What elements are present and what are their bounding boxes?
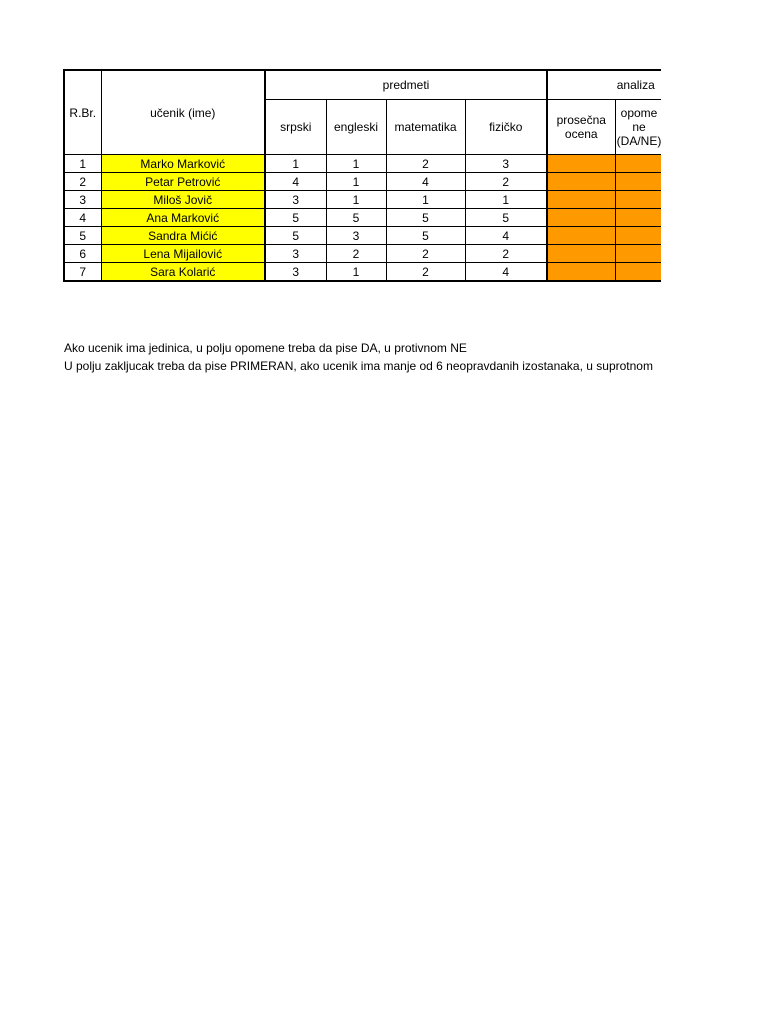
grade-cell[interactable]: 4 — [265, 173, 326, 191]
row-number-cell[interactable]: 1 — [64, 155, 101, 173]
prosecna-ocena-cell[interactable] — [547, 191, 615, 209]
grade-cell[interactable]: 1 — [326, 263, 386, 282]
student-name-cell[interactable]: Miloš Jovič — [101, 191, 265, 209]
prosecna-ocena-header[interactable]: prosečna ocena — [547, 100, 615, 155]
grade-cell[interactable]: 4 — [465, 227, 547, 245]
prosecna-ocena-cell[interactable] — [547, 263, 615, 282]
prosecna-ocena-cell[interactable] — [547, 245, 615, 263]
grade-cell[interactable]: 5 — [465, 209, 547, 227]
header-row-1 — [64, 70, 661, 100]
grade-cell[interactable]: 4 — [386, 173, 465, 191]
grade-cell[interactable]: 5 — [265, 227, 326, 245]
table-row — [64, 191, 661, 209]
subject-header-matematika[interactable]: matematika — [386, 100, 465, 155]
student-name-cell[interactable]: Sandra Mićić — [101, 227, 265, 245]
grade-cell[interactable]: 2 — [465, 245, 547, 263]
prosecna-ocena-cell[interactable] — [547, 209, 615, 227]
student-name-header[interactable]: učenik (ime) — [101, 70, 265, 155]
grade-cell[interactable]: 2 — [386, 263, 465, 282]
grade-cell[interactable]: 3 — [265, 263, 326, 282]
table-row — [64, 209, 661, 227]
grade-cell[interactable]: 3 — [265, 245, 326, 263]
grades-table — [63, 69, 661, 282]
grade-cell[interactable]: 5 — [265, 209, 326, 227]
opomene-cell[interactable] — [615, 173, 661, 191]
student-name-cell[interactable]: Marko Marković — [101, 155, 265, 173]
opomene-cell[interactable] — [615, 209, 661, 227]
row-number-cell[interactable]: 2 — [64, 173, 101, 191]
predmeti-header[interactable]: predmeti — [265, 70, 547, 100]
prosecna-ocena-cell[interactable] — [547, 173, 615, 191]
grade-cell[interactable]: 4 — [465, 263, 547, 282]
grade-cell[interactable]: 1 — [465, 191, 547, 209]
row-number-cell[interactable]: 7 — [64, 263, 101, 282]
row-number-cell[interactable]: 5 — [64, 227, 101, 245]
grade-cell[interactable]: 2 — [386, 155, 465, 173]
subject-header-engleski[interactable]: engleski — [326, 100, 386, 155]
grade-cell[interactable]: 2 — [386, 245, 465, 263]
grade-cell[interactable]: 5 — [386, 227, 465, 245]
table-row — [64, 173, 661, 191]
row-number-cell[interactable]: 4 — [64, 209, 101, 227]
opomene-header[interactable]: opome ne (DA/NE) — [615, 100, 661, 155]
grade-cell[interactable]: 1 — [326, 173, 386, 191]
row-number-cell[interactable]: 3 — [64, 191, 101, 209]
subject-header-fizicko[interactable]: fizičko — [465, 100, 547, 155]
grade-cell[interactable]: 2 — [465, 173, 547, 191]
student-name-cell[interactable]: Petar Petrović — [101, 173, 265, 191]
opomene-cell[interactable] — [615, 227, 661, 245]
grade-cell[interactable]: 3 — [465, 155, 547, 173]
rbr-header[interactable]: R.Br. — [64, 70, 101, 155]
grade-cell[interactable]: 2 — [326, 245, 386, 263]
student-name-cell[interactable]: Ana Marković — [101, 209, 265, 227]
subject-header-srpski[interactable]: srpski — [265, 100, 326, 155]
student-rows — [64, 155, 661, 282]
table-row — [64, 263, 661, 282]
table-row — [64, 155, 661, 173]
grade-cell[interactable]: 3 — [326, 227, 386, 245]
note-opomene[interactable]: Ako ucenik ima jedinica, u polju opomene treba da pise DA, u protivnom NE — [64, 341, 467, 355]
analiza-header[interactable]: analiza — [547, 70, 661, 100]
table-row — [64, 245, 661, 263]
grade-cell[interactable]: 5 — [326, 209, 386, 227]
prosecna-ocena-cell[interactable] — [547, 227, 615, 245]
row-number-cell[interactable]: 6 — [64, 245, 101, 263]
table-row — [64, 227, 661, 245]
student-name-cell[interactable]: Sara Kolarić — [101, 263, 265, 282]
opomene-cell[interactable] — [615, 245, 661, 263]
instructions — [64, 339, 653, 375]
student-name-cell[interactable]: Lena Mijailović — [101, 245, 265, 263]
grade-cell[interactable]: 1 — [326, 155, 386, 173]
grade-cell[interactable]: 5 — [386, 209, 465, 227]
grade-cell[interactable]: 1 — [265, 155, 326, 173]
opomene-cell[interactable] — [615, 263, 661, 282]
opomene-cell[interactable] — [615, 155, 661, 173]
grade-cell[interactable]: 3 — [265, 191, 326, 209]
grade-cell[interactable]: 1 — [386, 191, 465, 209]
opomene-cell[interactable] — [615, 191, 661, 209]
grade-cell[interactable]: 1 — [326, 191, 386, 209]
note-zakljucak[interactable]: U polju zakljucak treba da pise PRIMERAN, ako ucenik ima manje od 6 neopravdanih izostanaka, u suprotnom — [64, 359, 653, 373]
prosecna-ocena-cell[interactable] — [547, 155, 615, 173]
